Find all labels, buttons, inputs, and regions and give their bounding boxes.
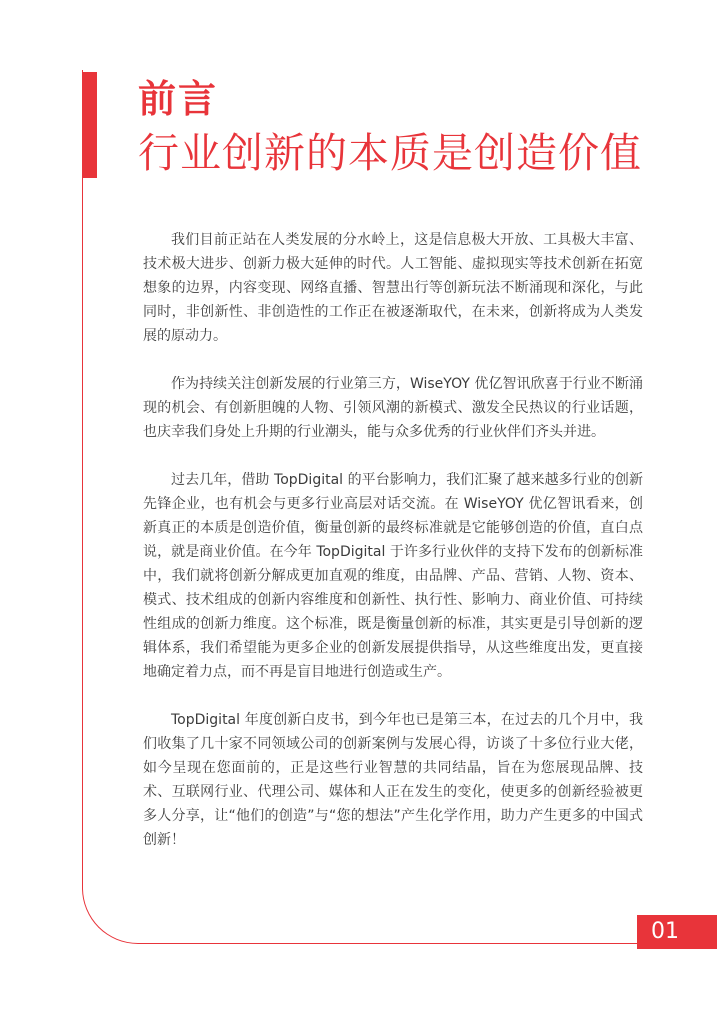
page-title: 前言 [138,77,219,121]
paragraph-3: 过去几年，借助 TopDigital 的平台影响力，我们汇聚了越来越多行业的创新先锋企业，也有机会与更多行业高层对话交流。在 WiseYOY 优亿智讯看来，创新真正的本质是创造价值，衡量创新的最终标准就是它能够创造的价值，直白点说，就是商业价值。在今年 TopDigital 于许多行业伙伴的支持下发布的创新标准中，我们就将创新分解成更加直观的维度，由品牌、产品、营销、人物、资本、模式、技术组成的创新内容维度和创新性、执行性、影响力、商业价值、可持续性组成的创新力维度。这个标准，既是衡量创新的标准，其实更是引导创新的逻辑体系，我们希望能为更多企业的创新发展提供指导，从这些维度出发，更直接地确定着力点，而不再是盲目地进行创造或生产。 [143,472,643,680]
page-subtitle: 行业创新的本质是创造价值 [138,129,642,177]
page-number: 01 [651,919,679,944]
title-accent-bar [83,72,97,178]
page-number-badge [637,915,717,949]
paragraph-4: TopDigital 年度创新白皮书，到今年也已是第三本，在过去的几个月中，我们收集了几十家不同领域公司的创新案例与发展心得，访谈了十多位行业大佬，如今呈现在您面前的，正是这些行业智慧的共同结晶，旨在为您展现品牌、技术、互联网行业、代理公司、媒体和人正在发生的变化，使更多的创新经验被更多人分享，让“他们的创造”与“您的想法”产生化学作用，助力产生更多的中国式创新！ [143,712,643,848]
paragraph-2: 作为持续关注创新发展的行业第三方，WiseYOY 优亿智讯欣喜于行业不断涌现的机会、有创新胆魄的人物、引领风潮的新模式、激发全民热议的行业话题，也庆幸我们身处上升期的行业潮头，能与众多优秀的行业伙伴们齐头并进。 [143,376,643,440]
body-text [143,228,643,876]
paragraph-1: 我们目前正站在人类发展的分水岭上，这是信息极大开放、工具极大丰富、技术极大进步、创新力极大延伸的时代。人工智能、虚拟现实等技术创新在拓宽想象的边界，内容变现、网络直播、智慧出行等创新玩法不断涌现和深化，与此同时，非创新性、非创造性的工作正在被逐渐取代，在未来，创新将成为人类发展的原动力。 [143,232,643,344]
